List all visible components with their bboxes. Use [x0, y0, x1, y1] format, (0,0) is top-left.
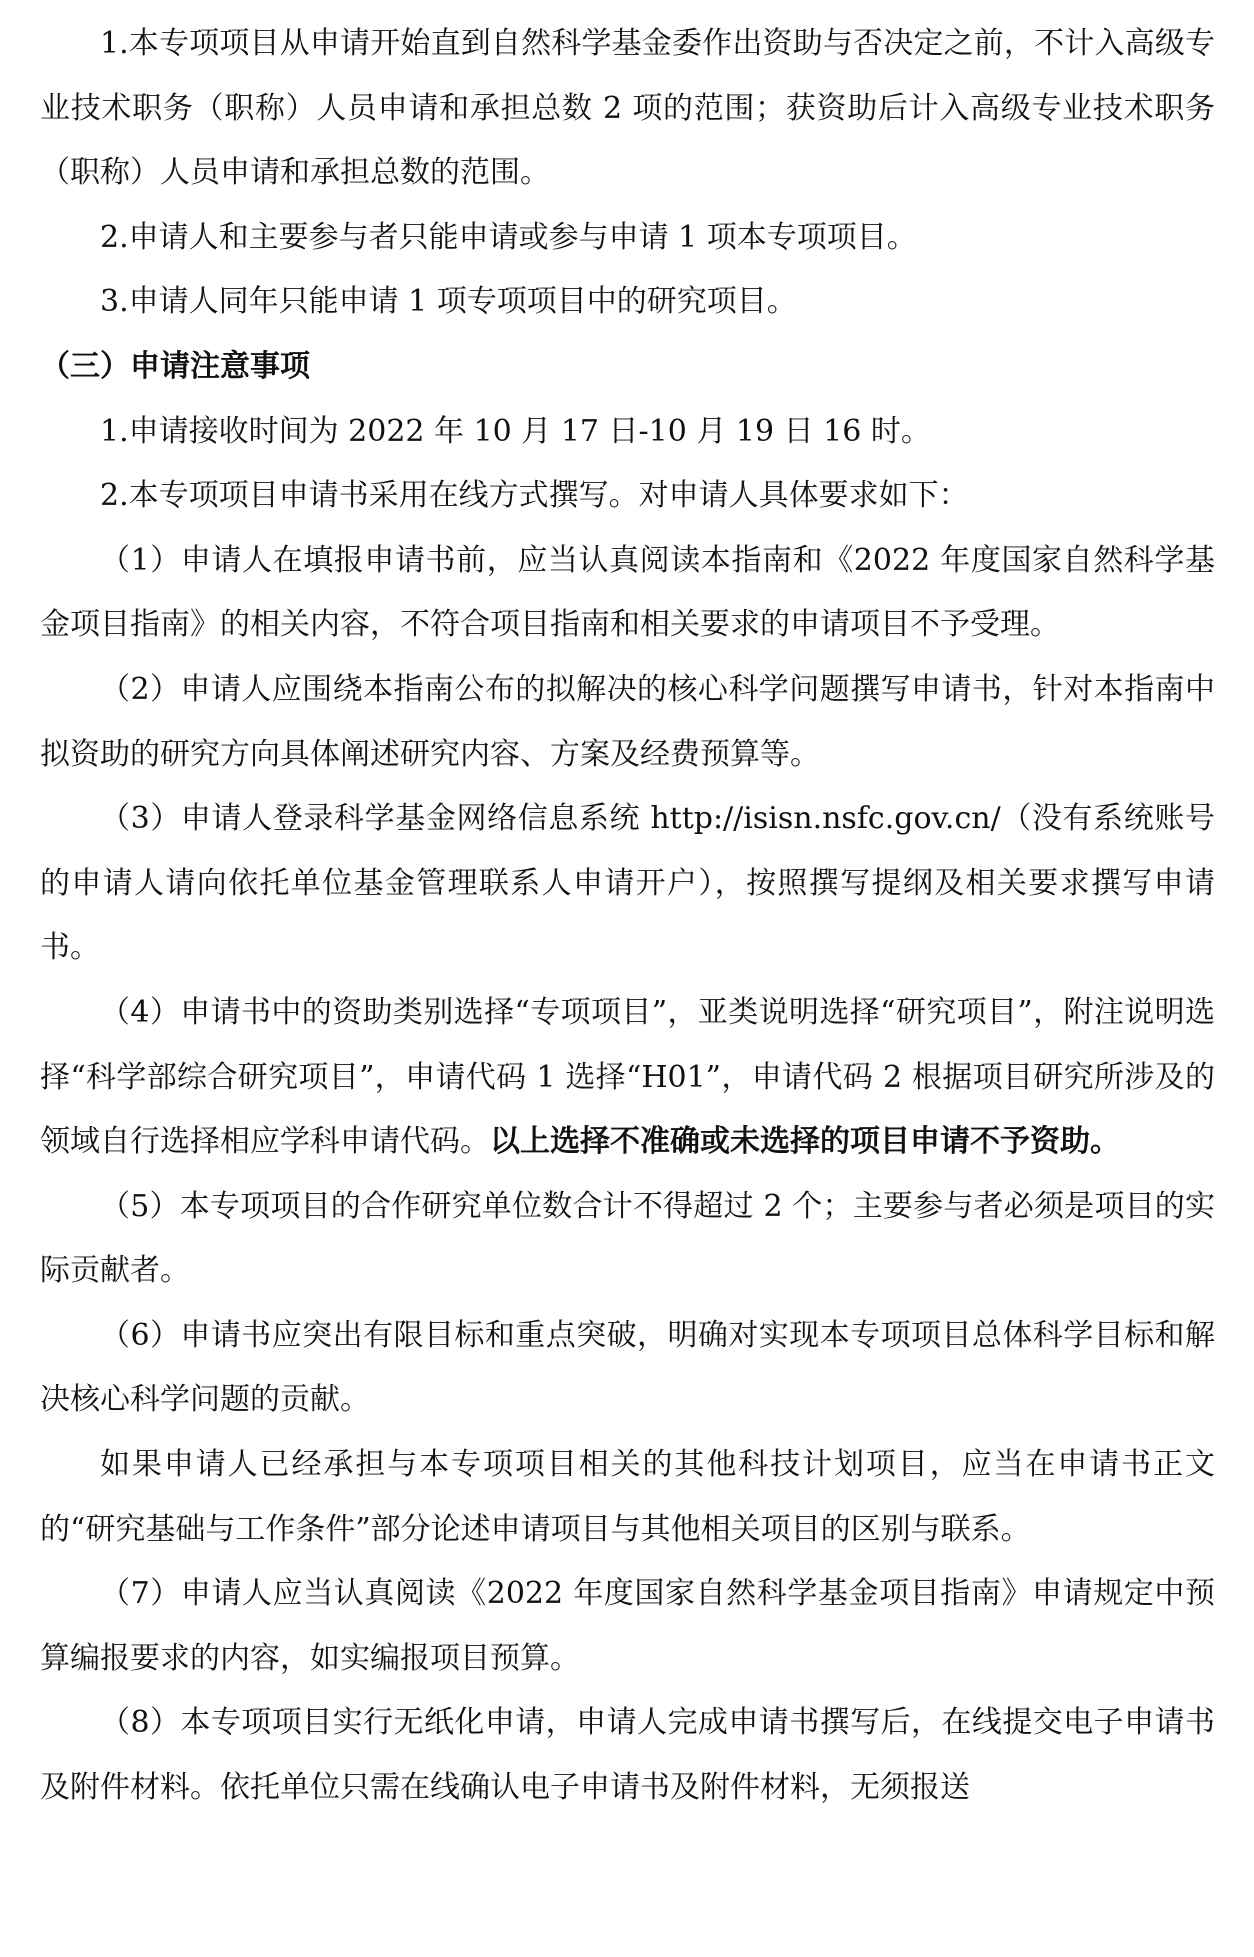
section-heading: （三）申请注意事项	[40, 348, 310, 384]
paragraph-online-writing: 2.本专项项目申请书采用在线方式撰写。对申请人具体要求如下：	[100, 478, 969, 514]
paragraph-item-3: （3）申请人登录科学基金网络信息系统 http://isisn.nsfc.gov.cn/（没有系统账号的申请人请向依托单位基金管理联系人申请开户），按照撰写提纲及相关要求撰写申请书。	[40, 801, 1215, 966]
paragraph-item-4-text: （4）申请书中的资助类别选择“专项项目”，亚类说明选择“研究项目”，附注说明选择“科学部综合研究项目”，申请代码 1 选择“H01”，申请代码 2 根据项目研究所涉及的领域自行选择相应学科申请代码。	[40, 994, 1215, 1160]
paragraph-item-1: （1）申请人在填报申请书前，应当认真阅读本指南和《2022 年度国家自然科学基金项目指南》的相关内容，不符合项目指南和相关要求的申请项目不予受理。	[40, 542, 1215, 643]
paragraph-item-7: （7）申请人应当认真阅读《2022 年度国家自然科学基金项目指南》申请规定中预算编报要求的内容，如实编报项目预算。	[40, 1576, 1215, 1676]
paragraph-application-time: 1.申请接收时间为 2022 年 10 月 17 日-10 月 19 日 16 时。	[100, 413, 931, 449]
paragraph-rule-3: 3.申请人同年只能申请 1 项专项项目中的研究项目。	[100, 284, 797, 320]
paragraph-item-4	[40, 981, 1215, 1175]
paragraph-rule-2: 2.申请人和主要参与者只能申请或参与申请 1 项本专项项目。	[100, 219, 917, 255]
paragraph-item-4-bold-warning: 以上选择不准确或未选择的项目申请不予资助。	[490, 1124, 1120, 1160]
paragraph-item-2: （2）申请人应围绕本指南公布的拟解决的核心科学问题撰写申请书，针对本指南中拟资助的研究方向具体阐述研究内容、方案及经费预算等。	[40, 671, 1215, 772]
document-page	[40, 12, 1215, 1821]
paragraph-item-5: （5）本专项项目的合作研究单位数合计不得超过 2 个；主要参与者必须是项目的实际贡献者。	[40, 1188, 1215, 1289]
paragraph-item-8: （8）本专项项目实行无纸化申请，申请人完成申请书撰写后，在线提交电子申请书及附件材料。依托单位只需在线确认电子申请书及附件材料，无须报送	[40, 1705, 1215, 1806]
paragraph-rule-1: 1.本专项项目从申请开始直到自然科学基金委作出资助与否决定之前，不计入高级专业技术职务（职称）人员申请和承担总数 2 项的范围；获资助后计入高级专业技术职务（职称）人员申请和承担总数的范围。	[40, 26, 1215, 191]
paragraph-related-projects: 如果申请人已经承担与本专项项目相关的其他科技计划项目，应当在申请书正文的“研究基础与工作条件”部分论述申请项目与其他相关项目的区别与联系。	[40, 1447, 1215, 1547]
paragraph-item-6: （6）申请书应突出有限目标和重点突破，明确对实现本专项项目总体科学目标和解决核心科学问题的贡献。	[40, 1317, 1215, 1418]
